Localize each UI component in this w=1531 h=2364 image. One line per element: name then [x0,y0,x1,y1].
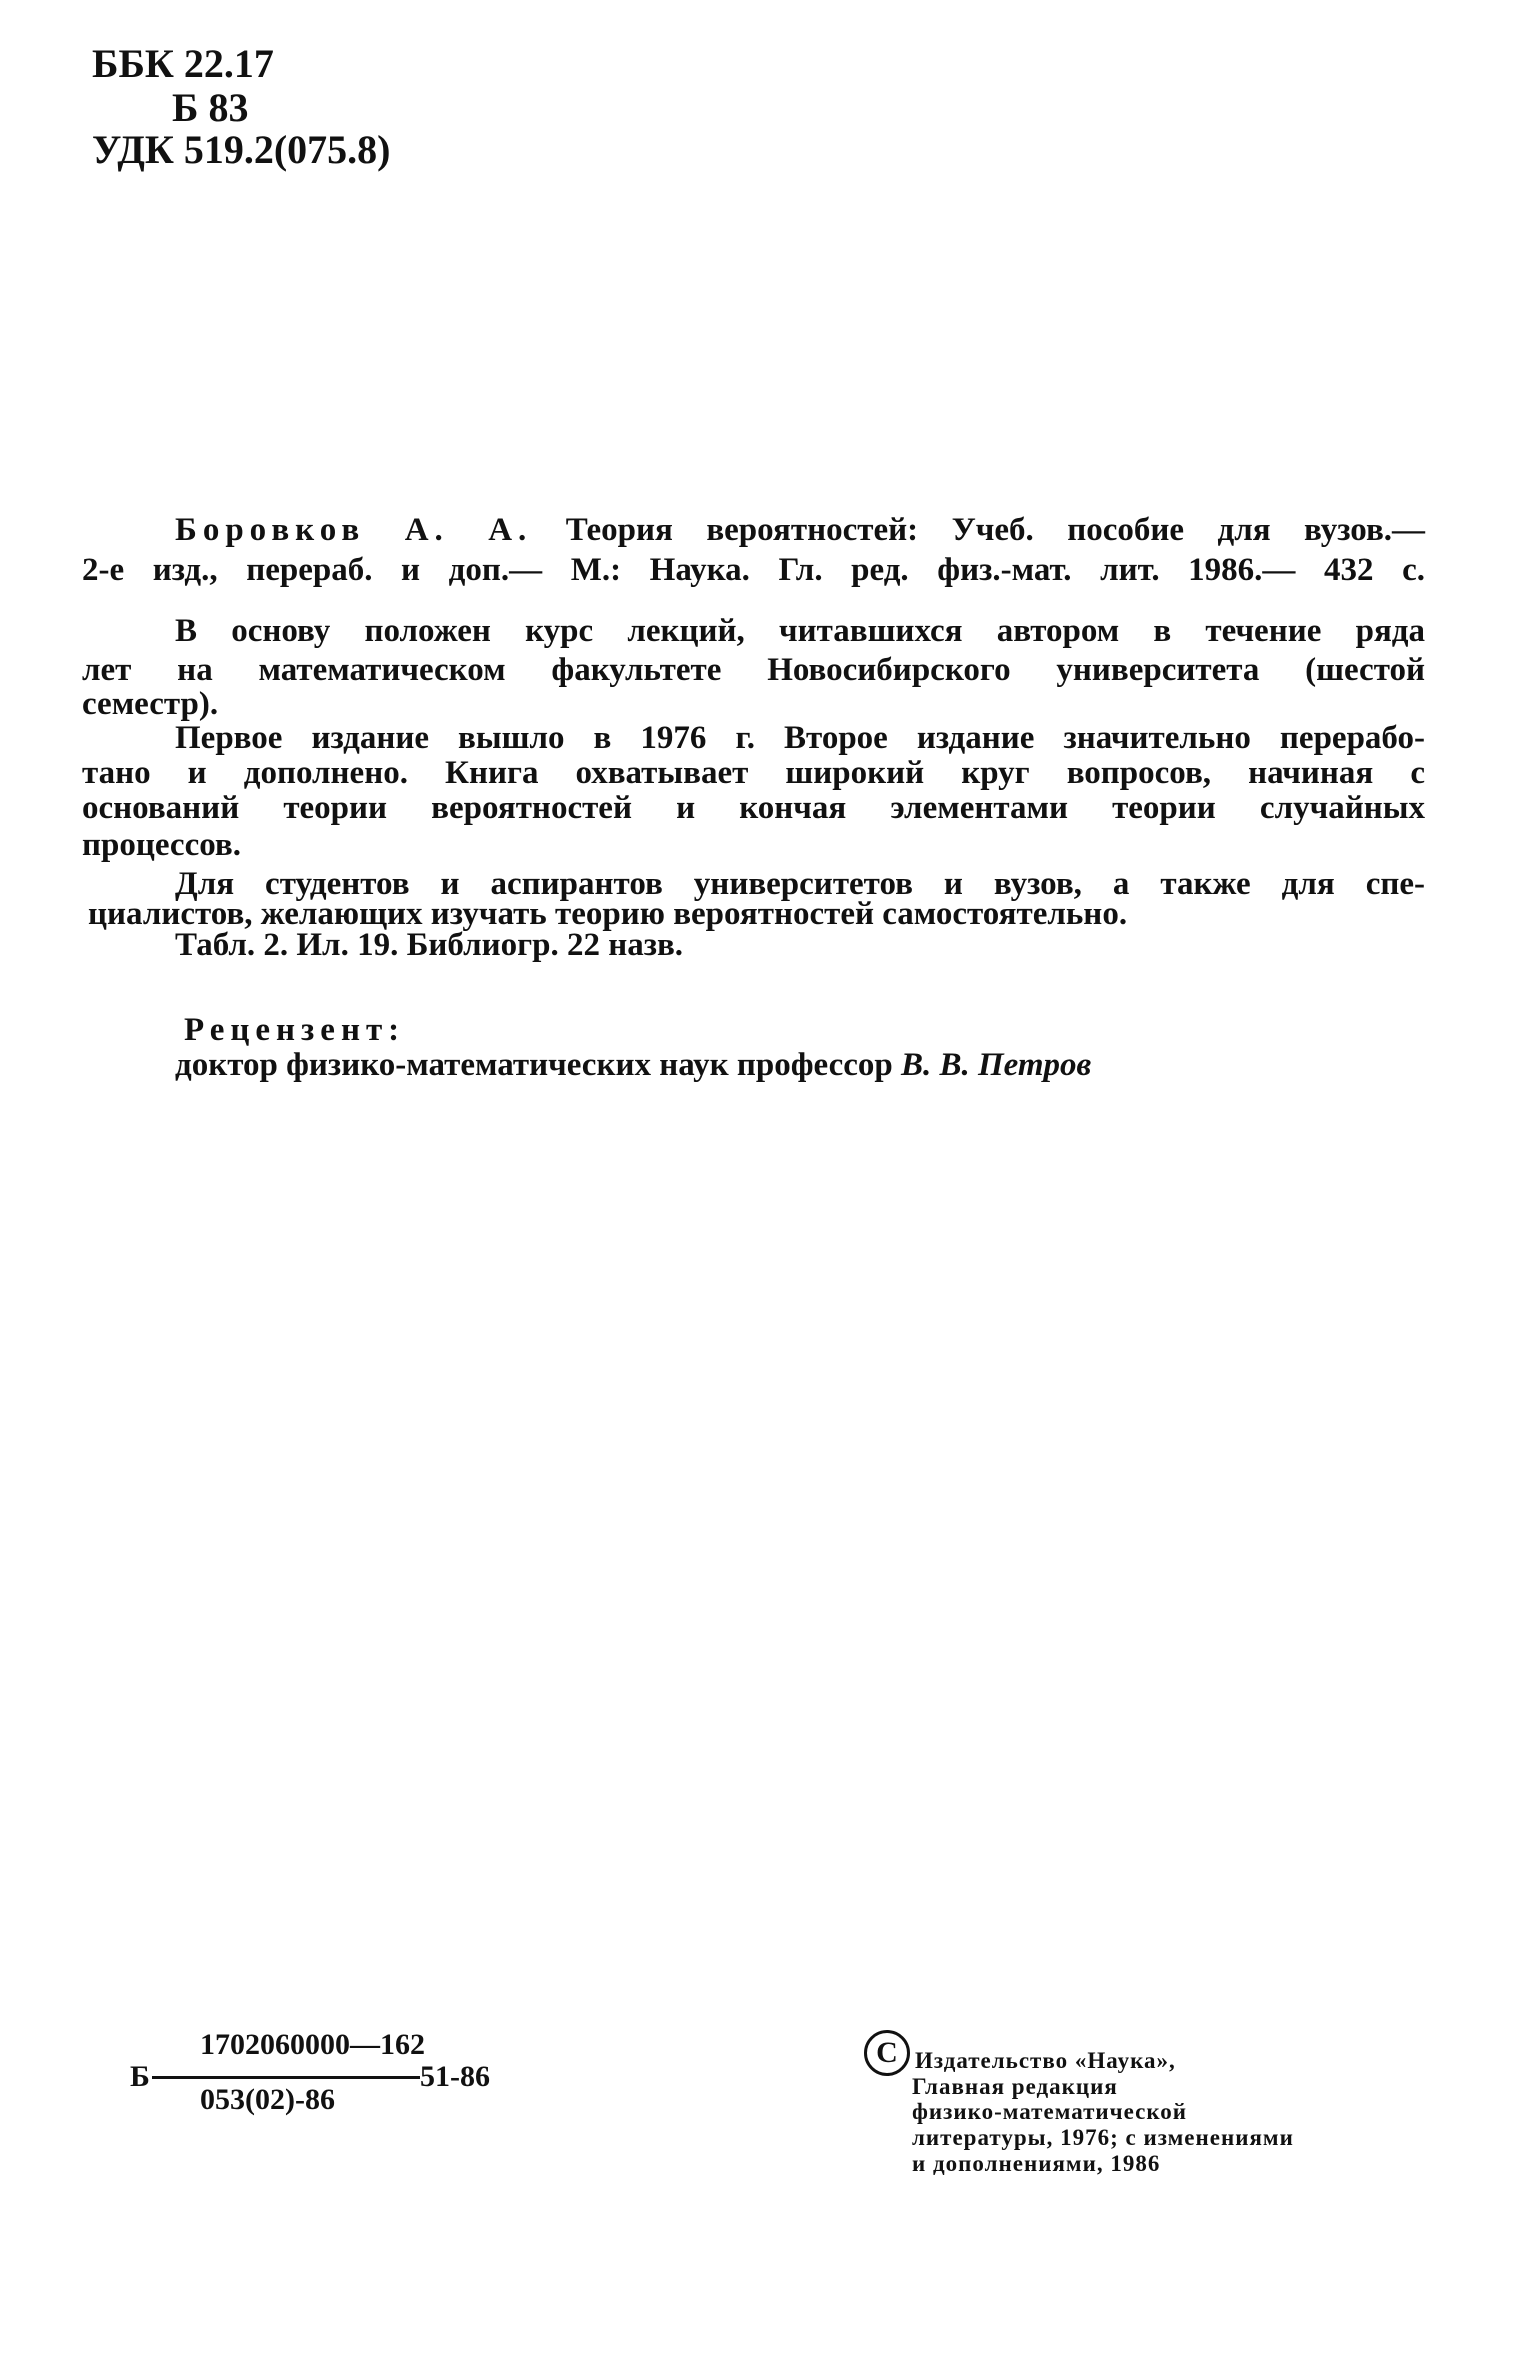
bbk-code: ББК 22.17 [92,41,274,86]
abstract-p2-line: процессов. [82,827,241,863]
reviewer-label: Рецензент: [184,1012,406,1048]
copyright-line: и дополнениями, 1986 [912,2151,1161,2176]
abstract-p2-line: Первое издание вышло в 1976 г. Второе издание значительно перерабо- [175,720,1425,756]
abstract-p2-line: оснований теории вероятностей и кончая элементами теории случайных [82,790,1425,826]
citation-line-1 [175,514,1425,547]
citation-line-2: 2-е изд., перераб. и доп.— М.: Наука. Гл. ред. физ.-мат. лит. 1986.— 432 с. [82,552,1425,588]
citation-author: Боровков А. А. [175,512,533,548]
abstract-p2-line: тано и дополнено. Книга охватывает широкий круг вопросов, начиная с [82,755,1425,791]
copyright-line: Главная редакция [912,2074,1118,2099]
abstract-stats: Табл. 2. Ил. 19. Библиогр. 22 назв. [175,927,684,963]
copyright-line: Издательство «Наука», [915,2048,1176,2073]
abstract-p1-line: семестр). [82,686,219,722]
abstract-p1-line: лет на математическом факультете Новосибирского университета (шестой [82,652,1425,688]
udk-code: УДК 519.2(075.8) [92,127,391,172]
citation-title: Теория вероятностей: [565,512,919,548]
code-numerator: 1702060000—162 [200,2028,425,2061]
citation-rest: Учеб. пособие для вузов.— [951,512,1426,548]
fraction-bar [152,2076,420,2079]
code-denominator: 053(02)-86 [200,2083,335,2116]
reviewer-line [175,1049,1091,1082]
author-mark: Б 83 [172,85,249,130]
reviewer-text: доктор физико-математических наук профессор [175,1047,893,1083]
copyright-line: литературы, 1976; с изменениями [912,2125,1294,2150]
code-suffix: 51-86 [420,2060,490,2093]
abstract-p1-line: В основу положен курс лекций, читавшихся автором в течение ряда [175,613,1425,649]
copyright-icon: C [864,2030,910,2076]
code-prefix: Б [130,2060,150,2093]
copyright-line: физико-математической [912,2099,1188,2124]
abstract-p3-line: Для студентов и аспирантов университетов и вузов, а также для спе- [175,866,1425,902]
abstract-p3-line: циалистов, желающих изучать теорию вероятностей самостоятельно. [88,896,1128,932]
reviewer-name: В. В. Петров [900,1047,1092,1083]
